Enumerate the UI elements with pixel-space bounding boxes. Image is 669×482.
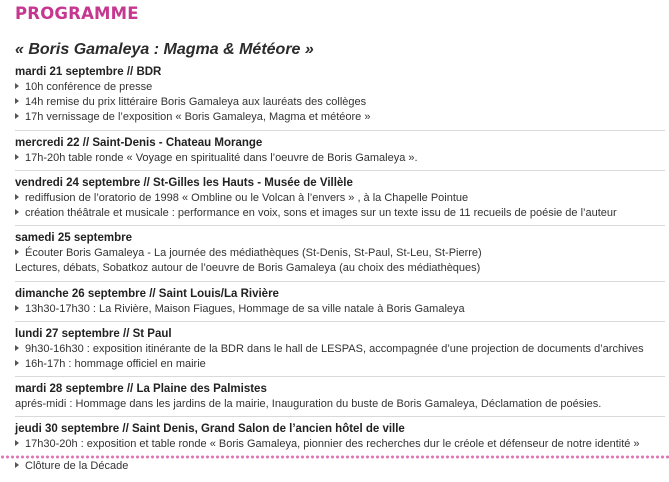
- event-item: [15, 437, 665, 452]
- event-block: [15, 135, 665, 171]
- event-block: [15, 175, 665, 226]
- triangle-right-icon: [15, 98, 19, 104]
- triangle-right-icon: [15, 154, 19, 160]
- event-item-text: 17h30-20h : exposition et table ronde « Boris Gamaleya, pionnier des recherches dur le créole et défenseur de notre identité »: [25, 438, 640, 451]
- event-item-text: aprés-midi : Hommage dans les jardins de la mairie, Inauguration du buste de Boris Gamaleya, Déclamation de poésies.: [15, 398, 602, 411]
- triangle-right-icon: [15, 345, 19, 351]
- event-item-text: 17h vernissage de l’exposition « Boris Gamaleya, Magma et météore »: [25, 111, 371, 124]
- event-item-text: 13h30-17h30 : La Rivière, Maison Fiagues, Hommage de sa ville natale à Boris Gamaleya: [25, 302, 465, 315]
- dotted-divider: [0, 455, 669, 459]
- triangle-right-icon: [15, 209, 19, 215]
- event-item: [15, 151, 665, 166]
- event-block: [15, 64, 665, 131]
- event-date: jeudi 30 septembre // Saint Denis, Grand Salon de l’ancien hôtel de ville: [15, 423, 405, 436]
- event-date: mardi 28 septembre // La Plaine des Palmistes: [15, 383, 267, 396]
- triangle-right-icon: [15, 113, 19, 119]
- event-item: [15, 110, 665, 125]
- event-block: [15, 381, 665, 417]
- event-item: [15, 357, 665, 372]
- triangle-right-icon: [15, 83, 19, 89]
- event-block: [15, 286, 665, 322]
- event-date: mardi 21 septembre // BDR: [15, 66, 162, 78]
- event-item: [15, 302, 665, 317]
- event-item-text: Lectures, débats, Sobatkoz autour de l’oeuvre de Boris Gamaleya (au choix des médiathèques): [15, 262, 481, 275]
- triangle-right-icon: [15, 194, 19, 200]
- event-item-text: 17h-20h table ronde « Voyage en spiritualité dans l’oeuvre de Boris Gamaleya ».: [25, 151, 418, 164]
- event-item-text: Clôture de la Décade: [25, 459, 129, 472]
- event-item-text: 16h-17h : hommage officiel en mairie: [25, 358, 206, 371]
- event-item: [15, 246, 665, 261]
- event-block: [15, 230, 665, 281]
- events-list: [15, 64, 665, 478]
- event-item: [15, 261, 665, 276]
- event-date: mercredi 22 // Saint-Denis - Chateau Morange: [15, 136, 263, 149]
- programme-page: [15, 4, 665, 482]
- event-item: [15, 342, 665, 357]
- event-item: [15, 95, 665, 110]
- event-item: [15, 80, 665, 95]
- event-date: samedi 25 septembre: [15, 232, 132, 245]
- event-item: [15, 459, 665, 474]
- exhibition-title: « Boris Gamaleya : Magma & Météore »: [15, 41, 314, 58]
- event-item-text: création théâtrale et musicale : performance en voix, sons et images sur un texte issu de 11 recueils de poésie de l’auteur: [25, 207, 617, 220]
- event-item: [15, 191, 665, 206]
- event-block: [15, 326, 665, 377]
- event-item: [15, 206, 665, 221]
- programme-heading: PROGRAMME: [15, 4, 139, 23]
- triangle-right-icon: [15, 249, 19, 255]
- event-date: lundi 27 septembre // St Paul: [15, 327, 172, 340]
- event-item-text: 9h30-16h30 : exposition itinérante de la BDR dans le hall de LESPAS, accompagnée d’une projection de documents d’archives: [25, 342, 644, 355]
- event-item: [15, 397, 665, 412]
- triangle-right-icon: [15, 305, 19, 311]
- triangle-right-icon: [15, 360, 19, 366]
- event-date: vendredi 24 septembre // St-Gilles les Hauts - Musée de Villèle: [15, 176, 353, 189]
- event-item-text: rediffusion de l’oratorio de 1998 « Ombline ou le Volcan à l’envers » , à la Chapelle Pointue: [25, 191, 469, 204]
- event-item-text: 14h remise du prix littéraire Boris Gamaleya aux lauréats des collèges: [25, 96, 367, 109]
- event-block: [15, 421, 665, 477]
- triangle-right-icon: [15, 440, 19, 446]
- event-item-text: Écouter Boris Gamaleya - La journée des médiathèques (St-Denis, St-Paul, St-Leu, St-Pierre): [25, 247, 482, 260]
- event-item-text: 10h conférence de presse: [25, 81, 153, 93]
- event-date: dimanche 26 septembre // Saint Louis/La Rivière: [15, 287, 279, 300]
